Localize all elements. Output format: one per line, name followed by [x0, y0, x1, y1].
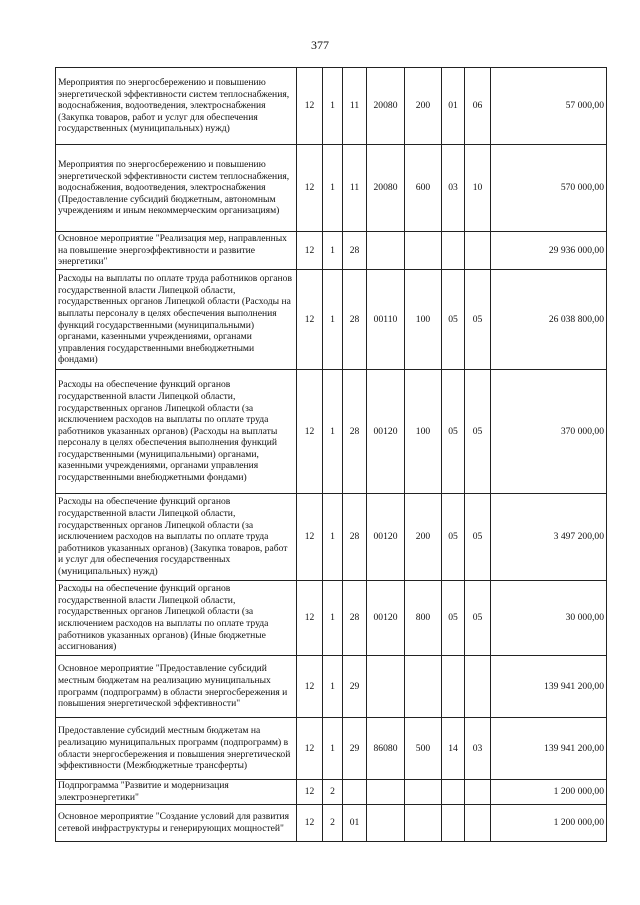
row-name: Основное мероприятие "Создание условий для развития сетевой инфраструктуры и генерирующих мощностей": [56, 805, 297, 842]
code-cell: [405, 805, 442, 842]
code-cell: 28: [343, 270, 367, 370]
code-cell: 03: [442, 145, 465, 232]
code-cell: 12: [297, 581, 323, 656]
table-row: [56, 232, 607, 270]
code-cell: 28: [343, 581, 367, 656]
code-cell: 1: [323, 656, 343, 718]
code-cell: 05: [465, 581, 491, 656]
code-cell: [405, 232, 442, 270]
code-cell: [405, 656, 442, 718]
code-cell: 1: [323, 581, 343, 656]
amount-cell: 139 941 200,00: [491, 656, 607, 718]
code-cell: 1: [323, 270, 343, 370]
code-cell: [367, 780, 405, 805]
code-cell: 12: [297, 494, 323, 581]
code-cell: 12: [297, 145, 323, 232]
row-name: Расходы на обеспечение функций органов государственной власти Липецкой области, государственных органов Липецкой области (за исключением расходов на выплаты по оплате труда работников указанных органов) (Иные бюджетные ассигнования): [56, 581, 297, 656]
code-cell: 11: [343, 68, 367, 145]
table-row: [56, 718, 607, 780]
code-cell: 1: [323, 370, 343, 494]
budget-table: [55, 67, 607, 842]
code-cell: [465, 656, 491, 718]
code-cell: 2: [323, 780, 343, 805]
code-cell: 05: [465, 270, 491, 370]
code-cell: 00120: [367, 370, 405, 494]
row-name: Расходы на выплаты по оплате труда работников органов государственной власти Липецкой области, государственных органов Липецкой области (Расходы на выплаты персоналу в целях обеспечения выполнения функций государственными (муниципальными) органами, казенными учреждениями, органами управления государственными внебюджетными фондами): [56, 270, 297, 370]
code-cell: 12: [297, 68, 323, 145]
code-cell: 86080: [367, 718, 405, 780]
amount-cell: 30 000,00: [491, 581, 607, 656]
code-cell: 12: [297, 232, 323, 270]
code-cell: 05: [442, 494, 465, 581]
code-cell: 100: [405, 370, 442, 494]
table-body: [56, 68, 607, 842]
code-cell: 20080: [367, 145, 405, 232]
amount-cell: 1 200 000,00: [491, 805, 607, 842]
code-cell: 14: [442, 718, 465, 780]
table-row: [56, 656, 607, 718]
code-cell: 12: [297, 270, 323, 370]
code-cell: 1: [323, 145, 343, 232]
amount-cell: 57 000,00: [491, 68, 607, 145]
code-cell: [465, 805, 491, 842]
code-cell: [343, 780, 367, 805]
code-cell: 12: [297, 780, 323, 805]
page-number: 377: [311, 38, 329, 52]
code-cell: 05: [465, 494, 491, 581]
amount-cell: 570 000,00: [491, 145, 607, 232]
code-cell: 11: [343, 145, 367, 232]
code-cell: 1: [323, 494, 343, 581]
code-cell: 05: [442, 270, 465, 370]
code-cell: 12: [297, 370, 323, 494]
amount-cell: 370 000,00: [491, 370, 607, 494]
code-cell: [367, 656, 405, 718]
code-cell: 10: [465, 145, 491, 232]
code-cell: [405, 780, 442, 805]
code-cell: [442, 232, 465, 270]
code-cell: 05: [465, 370, 491, 494]
table-row: [56, 780, 607, 805]
code-cell: 01: [442, 68, 465, 145]
amount-cell: 1 200 000,00: [491, 780, 607, 805]
code-cell: 20080: [367, 68, 405, 145]
code-cell: [442, 656, 465, 718]
code-cell: [465, 780, 491, 805]
code-cell: 29: [343, 718, 367, 780]
table-row: [56, 494, 607, 581]
code-cell: 500: [405, 718, 442, 780]
code-cell: 800: [405, 581, 442, 656]
code-cell: [367, 805, 405, 842]
code-cell: 28: [343, 232, 367, 270]
code-cell: 12: [297, 656, 323, 718]
code-cell: 00110: [367, 270, 405, 370]
table-row: [56, 370, 607, 494]
code-cell: 1: [323, 232, 343, 270]
code-cell: [442, 805, 465, 842]
code-cell: 1: [323, 718, 343, 780]
code-cell: 12: [297, 805, 323, 842]
row-name: Основное мероприятие "Реализация мер, направленных на повышение энергоэффективности и развитие энергетики": [56, 232, 297, 270]
code-cell: 28: [343, 370, 367, 494]
code-cell: 03: [465, 718, 491, 780]
amount-cell: 3 497 200,00: [491, 494, 607, 581]
code-cell: 12: [297, 718, 323, 780]
code-cell: [367, 232, 405, 270]
amount-cell: 26 038 800,00: [491, 270, 607, 370]
code-cell: 00120: [367, 581, 405, 656]
table-row: [56, 581, 607, 656]
code-cell: 05: [442, 581, 465, 656]
code-cell: 06: [465, 68, 491, 145]
code-cell: [442, 780, 465, 805]
code-cell: 29: [343, 656, 367, 718]
amount-cell: 139 941 200,00: [491, 718, 607, 780]
row-name: Предоставление субсидий местным бюджетам на реализацию муниципальных программ (подпрограмм) в области энергосбережения и повышения энергетической эффективности (Межбюджетные трансферты): [56, 718, 297, 780]
row-name: Расходы на обеспечение функций органов государственной власти Липецкой области, государственных органов Липецкой области (за исключением расходов на выплаты по оплате труда работников указанных органов) (Закупка товаров, работ и услуг для обеспечения государственных (муниципальных) нужд): [56, 494, 297, 581]
amount-cell: 29 936 000,00: [491, 232, 607, 270]
code-cell: 1: [323, 68, 343, 145]
code-cell: 01: [343, 805, 367, 842]
row-name: Мероприятия по энергосбережению и повышению энергетической эффективности систем теплоснабжения, водоснабжения, водоотведения, электроснабжения (Предоставление субсидий бюджетным, автономным учреждениям и иным некоммерческим организациям): [56, 145, 297, 232]
row-name: Мероприятия по энергосбережению и повышению энергетической эффективности систем теплоснабжения, водоснабжения, водоотведения, электроснабжения (Закупка товаров, работ и услуг для обеспечения государственных (муниципальных) нужд): [56, 68, 297, 145]
code-cell: 200: [405, 494, 442, 581]
table-row: [56, 145, 607, 232]
table-row: [56, 805, 607, 842]
code-cell: 600: [405, 145, 442, 232]
code-cell: 100: [405, 270, 442, 370]
row-name: Основное мероприятие "Предоставление субсидий местным бюджетам на реализацию муниципальных программ (подпрограмм) в области энергосбережения и повышения энергетической эффективности": [56, 656, 297, 718]
code-cell: 00120: [367, 494, 405, 581]
code-cell: 200: [405, 68, 442, 145]
table-row: [56, 68, 607, 145]
row-name: Подпрограмма "Развитие и модернизация электроэнергетики": [56, 780, 297, 805]
code-cell: 05: [442, 370, 465, 494]
code-cell: [465, 232, 491, 270]
table-row: [56, 270, 607, 370]
row-name: Расходы на обеспечение функций органов государственной власти Липецкой области, государственных органов Липецкой области (за исключением расходов на выплаты по оплате труда работников указанных органов) (Расходы на выплаты персоналу в целях обеспечения выполнения функций государственными (муниципальными) органами, казенными учреждениями, органами управления государственными внебюджетными фондами): [56, 370, 297, 494]
code-cell: 2: [323, 805, 343, 842]
code-cell: 28: [343, 494, 367, 581]
